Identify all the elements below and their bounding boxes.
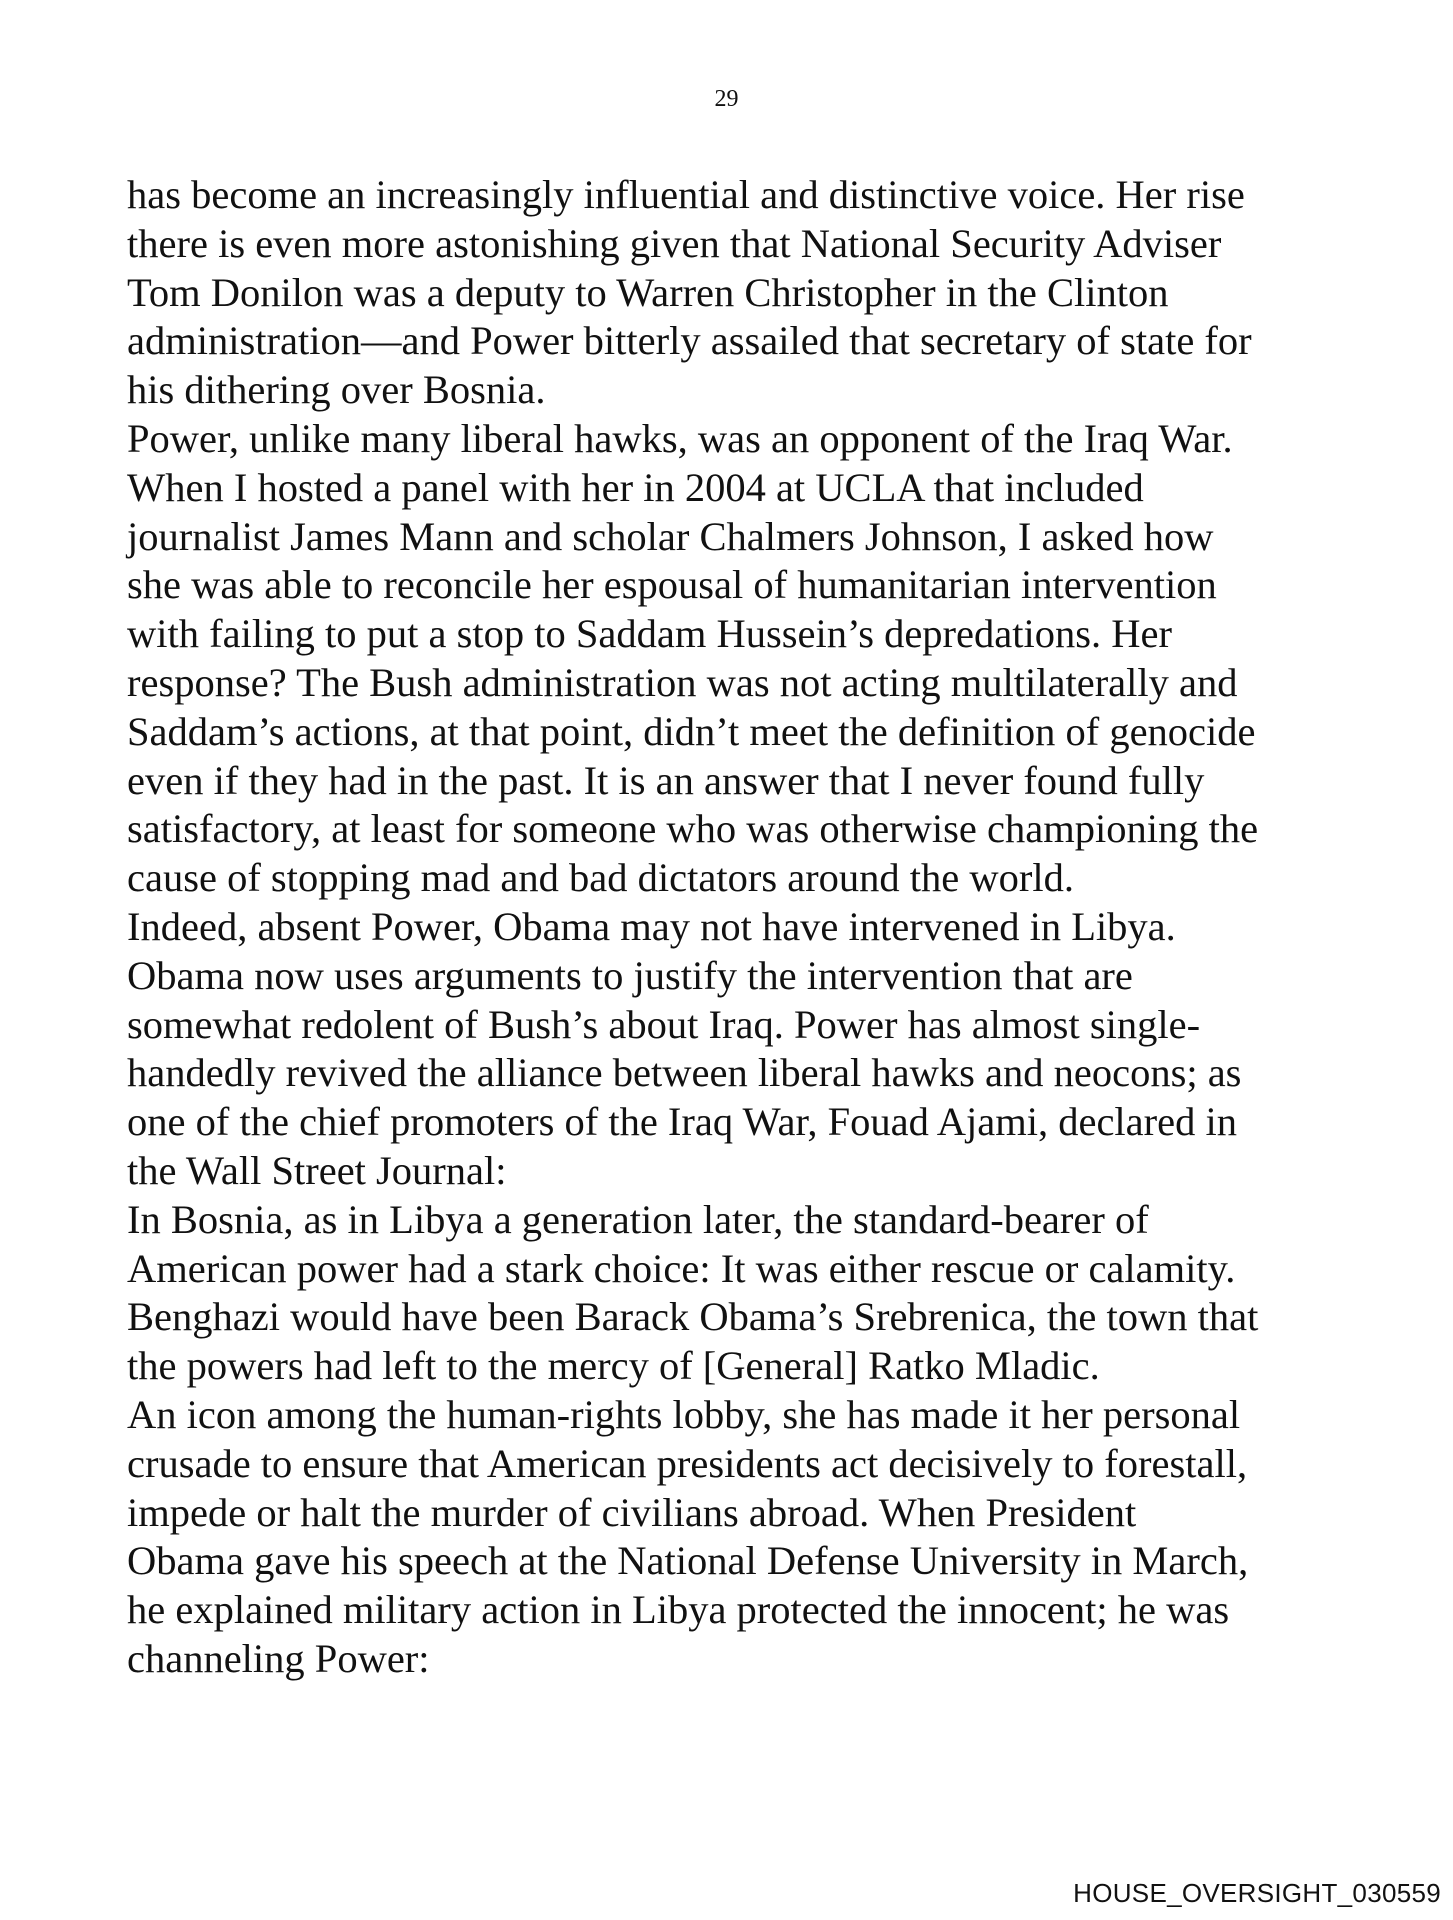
text-line: crusade to ensure that American presidents act decisively to forestall, (127, 1440, 1248, 1486)
text-line: journalist James Mann and scholar Chalmers Johnson, I asked how (127, 513, 1214, 559)
body-text (127, 171, 1347, 1684)
text-line: Obama gave his speech at the National Defense University in March, (127, 1538, 1249, 1584)
text-line: Power, unlike many liberal hawks, was an opponent of the Iraq War. (127, 415, 1233, 461)
text-line: Obama now uses arguments to justify the intervention that are (127, 952, 1133, 998)
document-id: HOUSE_OVERSIGHT_030559 (1073, 1878, 1441, 1908)
text-line: the powers had left to the mercy of [General] Ratko Mladic. (127, 1343, 1100, 1389)
text-line: satisfactory, at least for someone who was otherwise championing the (127, 806, 1259, 852)
text-line: impede or halt the murder of civilians abroad. When President (127, 1489, 1137, 1535)
text-line: she was able to reconcile her espousal of humanitarian intervention (127, 562, 1217, 608)
text-line: Indeed, absent Power, Obama may not have intervened in Libya. (127, 903, 1176, 949)
text-line: American power had a stark choice: It was either rescue or calamity. (127, 1245, 1236, 1291)
text-line: cause of stopping mad and bad dictators around the world. (127, 855, 1075, 901)
text-line: one of the chief promoters of the Iraq War, Fouad Ajami, declared in (127, 1099, 1237, 1145)
text-line: channeling Power: (127, 1635, 430, 1681)
text-line: there is even more astonishing given that National Security Adviser (127, 220, 1222, 266)
text-line: administration—and Power bitterly assailed that secretary of state for (127, 318, 1252, 364)
text-line: response? The Bush administration was not acting multilaterally and (127, 659, 1238, 705)
text-line: Tom Donilon was a deputy to Warren Christopher in the Clinton (127, 269, 1169, 315)
text-line: has become an increasingly influential and distinctive voice. Her rise (127, 172, 1245, 217)
text-line: he explained military action in Libya protected the innocent; he was (127, 1587, 1230, 1633)
text-line: somewhat redolent of Bush’s about Iraq. Power has almost single- (127, 1001, 1201, 1047)
text-line: Saddam’s actions, at that point, didn’t meet the definition of genocide (127, 708, 1256, 754)
text-line: Benghazi would have been Barack Obama’s Srebrenica, the town that (127, 1294, 1259, 1340)
text-line: In Bosnia, as in Libya a generation later, the standard-bearer of (127, 1196, 1149, 1242)
text-line: When I hosted a panel with her in 2004 at UCLA that included (127, 464, 1144, 510)
text-line: even if they had in the past. It is an answer that I never found fully (127, 757, 1205, 803)
text-line: An icon among the human-rights lobby, she has made it her personal (127, 1391, 1241, 1437)
text-line: the Wall Street Journal: (127, 1147, 507, 1193)
page-number: 29 (714, 86, 739, 112)
text-line: his dithering over Bosnia. (127, 367, 546, 413)
text-line: with failing to put a stop to Saddam Hussein’s depredations. Her (127, 611, 1172, 657)
text-line: handedly revived the alliance between liberal hawks and neocons; as (127, 1050, 1242, 1096)
